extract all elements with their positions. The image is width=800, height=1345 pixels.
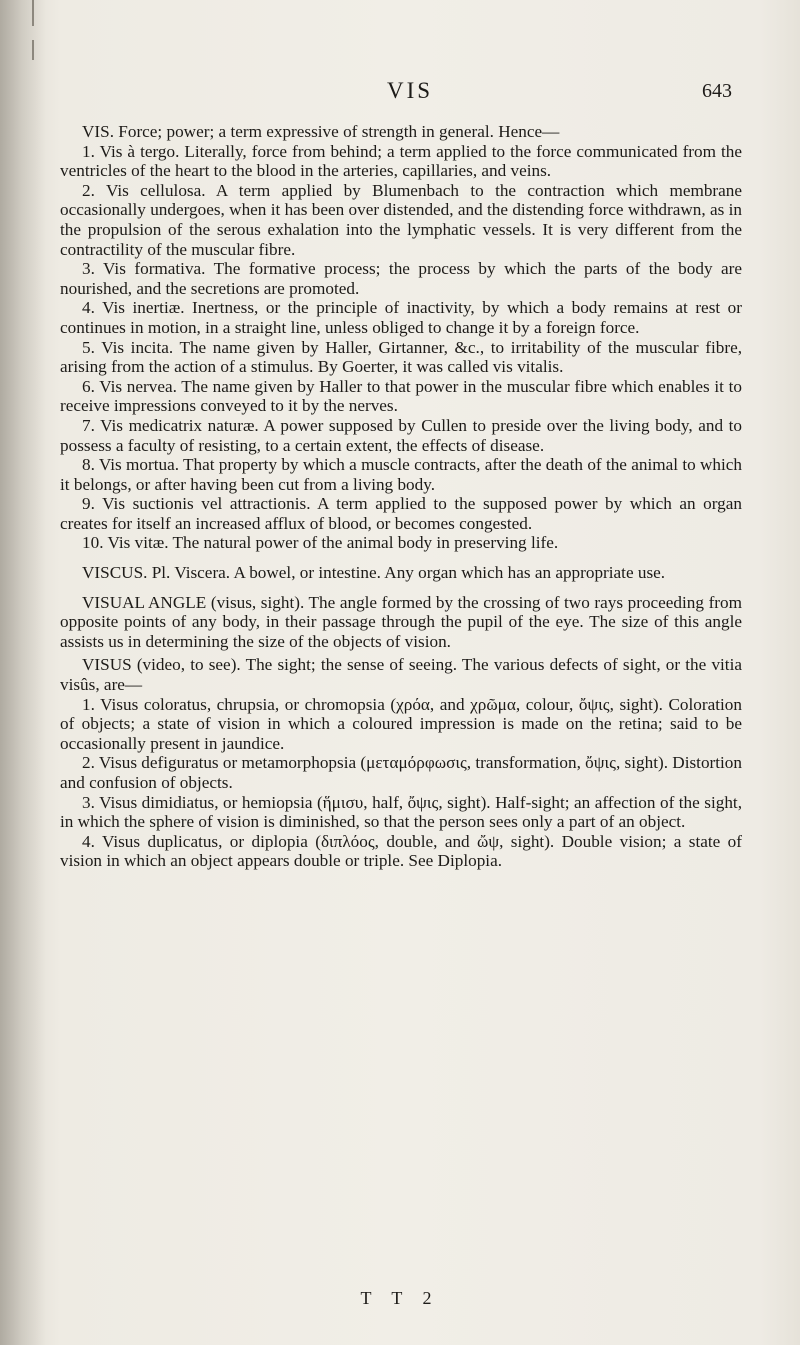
subentry: 1. Visus coloratus, chrupsia, or chromopsia (χρόα, and χρῶμα, colour, ὄψις, sight). Coloration of objects; a state of vision in which a coloured impression is made on the retina; said to be occasionally present in jaundice. [60, 694, 742, 753]
subentry: 8. Vis mortua. That property by which a muscle contracts, after the death of the animal to which it belongs, or after having been cut from a living body. [60, 455, 742, 494]
subentry: 10. Vis vitæ. The natural power of the animal body in preserving life. [82, 533, 559, 553]
margin-mark [32, 0, 34, 26]
subentry: 7. Vis medicatrix naturæ. A power supposed by Cullen to preside over the living body, and to possess a faculty of resisting, to a certain extent, the effects of disease. [60, 415, 742, 455]
running-head-title: VIS [386, 78, 434, 103]
subentry: 5. Vis incita. The name given by Haller, Girtanner, &c., to irritability of the muscular fibre, arising from the action of a stimulus. By Goerter, it was called vis vitalis. [60, 337, 742, 377]
entry-visual-angle: VISUAL ANGLE (visus, sight). The angle formed by the crossing of two rays proceeding from opposite points of any body, in their passage through the pupil of the eye. The size of this angle assists us in determining the size of the objects of vision. [60, 592, 742, 651]
subentry: 4. Visus duplicatus, or diplopia (διπλόος, double, and ὤψ, sight). Double vision; a state of vision in which an object appears double or triple. See Diplopia. [60, 831, 742, 871]
signature-mark: T T 2 [360, 1288, 440, 1308]
running-head [0, 78, 800, 108]
subentry: 9. Vis suctionis vel attractionis. A term applied to the supposed power by which an organ creates for itself an increased afflux of blood, or becomes congested. [60, 494, 742, 533]
margin-mark [32, 40, 34, 60]
dictionary-column [60, 118, 742, 871]
entry-viscus: VISCUS. Pl. Viscera. A bowel, or intestine. Any organ which has an appropriate use. [82, 563, 666, 583]
subentry: 1. Vis à tergo. Literally, force from behind; a term applied to the force communicated from the ventricles of the heart to the blood in the arteries, capillaries, and veins. [60, 141, 742, 181]
subentry: 2. Vis cellulosa. A term applied by Blumenbach to the contraction which membrane occasionally undergoes, when it has been over distended, and the distending force withdrawn, as in the propulsion of the serous exhalation into the lymphatic vessels. It is very different from the contractility of the muscular fibre. [60, 180, 742, 259]
subentry: 3. Visus dimidiatus, or hemiopsia (ἥμισυ, half, ὄψις, sight). Half-sight; an affection of the sight, in which the sphere of vision is diminished, so that the person sees only a part of an object. [60, 792, 742, 832]
subentry: 2. Visus defiguratus or metamorphopsia (μεταμόρφωσις, transformation, ὄψις, sight). Distortion and confusion of objects. [60, 753, 742, 792]
binding-shadow [0, 0, 46, 1345]
subentry: 6. Vis nervea. The name given by Haller to that power in the muscular fibre which enables it to receive impressions conveyed to it by the nerves. [60, 376, 742, 416]
page-number: 643 [702, 80, 732, 102]
subentry: 4. Vis inertiæ. Inertness, or the principle of inactivity, by which a body remains at rest or continues in motion, in a straight line, unless obliged to change it by a foreign force. [60, 298, 742, 337]
entry-visus: VISUS (video, to see). The sight; the sense of seeing. The various defects of sight, or the vitia visûs, are— [60, 655, 742, 695]
entry-vis: VIS. Force; power; a term expressive of strength in general. Hence— [82, 122, 560, 141]
subentry: 3. Vis formativa. The formative process; the process by which the parts of the body are nourished, and the secretions are promoted. [60, 259, 742, 298]
